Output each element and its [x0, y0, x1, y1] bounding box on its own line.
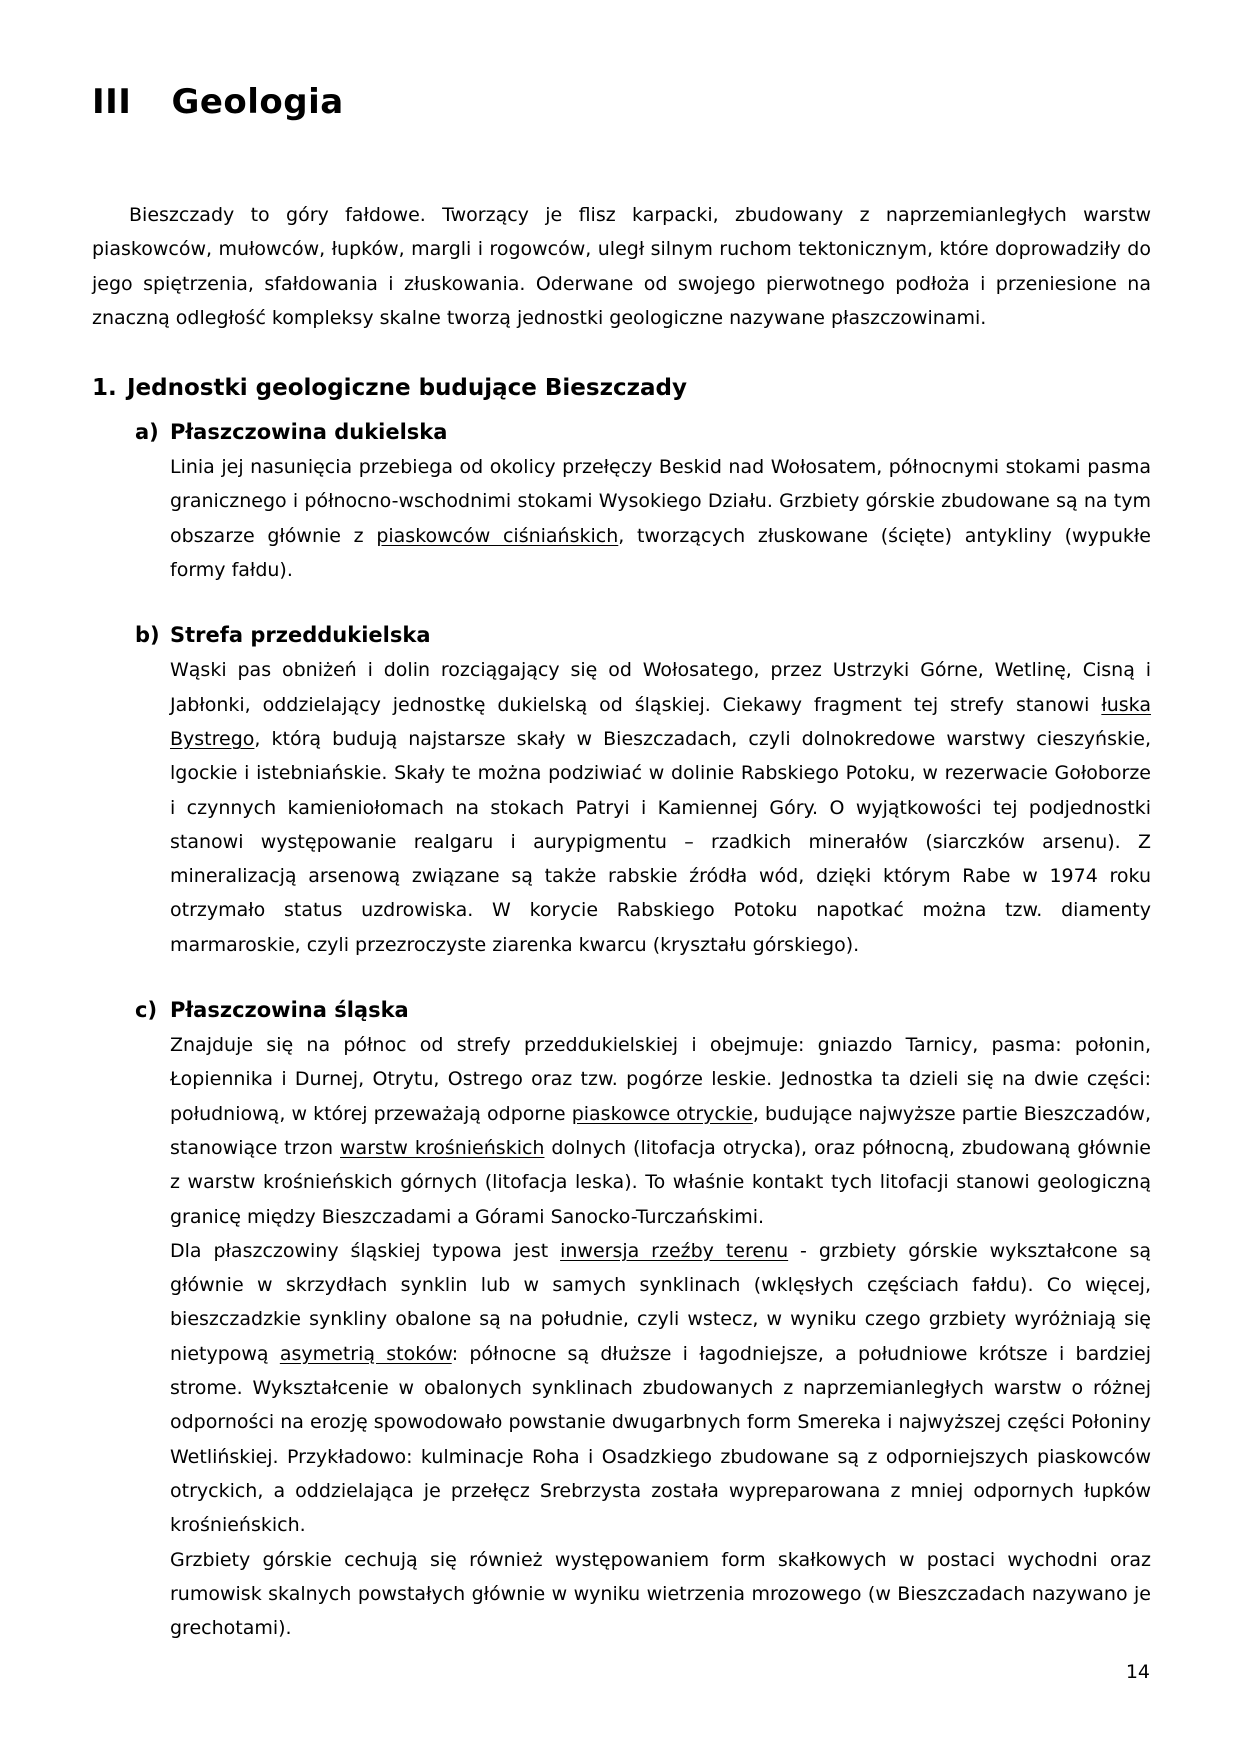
item-b-paragraph-1: Wąski pas obniżeń i dolin rozciągający się od Wołosatego, przez Ustrzyki Górne, Wetlinę, Cisną i Jabłonki, oddzielający jednostkę dukielską od śląskiej. Ciekawy fragment tej strefy stanowi łuska Bystrego, którą budują najstarsze skały w Bieszczadach, czyli dolnokredowe warstwy cieszyńskie, lgockie i istebniańskie. Skały te można podziwiać w dolinie Rabskiego Potoku, w rezerwacie Gołoborze i czynnych kamieniołomach na stokach Patryi i Kamiennej Góry. O wyjątkowości tej podjednostki stanowi występowanie realgaru i aurypigmentu – rzadkich minerałów (siarczków arsenu). Z mineralizacją arsenową związane są także rabskie źródła wód, dzięki którym Rabe w 1974 roku otrzymało status uzdrowiska. W korycie Rabskiego Potoku napotkać można tzw. diamenty marmaroskie, czyli przezroczyste ziarenka kwarcu (kryształu górskiego).: [170, 659, 1151, 956]
chapter-number: III: [92, 82, 132, 122]
list-item-a: [92, 417, 1151, 587]
item-a-marker: a): [135, 420, 159, 445]
chapter-title: Geologia: [171, 82, 344, 122]
item-c-paragraph-3: Grzbiety górskie cechują się również występowaniem form skałkowych w postaci wychodni oraz rumowisk skalnych powstałych głównie w wyniku wietrzenia mrozowego (w Bieszczadach nazywano je grechotami).: [170, 1548, 1151, 1640]
page-number: 14: [1125, 1661, 1150, 1683]
item-b-marker: b): [135, 623, 160, 648]
item-c-body: [170, 1028, 1151, 1645]
item-c-marker: c): [135, 998, 158, 1023]
item-c-paragraph-2: Dla płaszczowiny śląskiej typowa jest inwersja rzeźby terenu - grzbiety górskie wykształcone są głównie w skrzydłach synklin lub w samych synklinach (wklęsłych częściach fałdu). Co więcej, bieszczadzkie synkliny obalone są na południe, czyli wstecz, w wyniku czego grzbiety wyróżniają się nietypową asymetrią stoków: północne są dłuższe i łagodniejsze, a południowe krótsze i bardziej strome. Wykształcenie w obalonych synklinach zbudowanych z naprzemianległych warstw o różnej odporności na erozję spowodowało powstanie dwugarbnych form Smereka i najwyższej części Połoniny Wetlińskiej. Przykładowo: kulminacje Roha i Osadzkiego zbudowane są z odporniejszych piaskowców otryckich, a oddzielająca je przełęcz Srebrzysta została wypreparowana z mniej odpornych łupków krośnieńskich.: [170, 1239, 1151, 1537]
section-heading: [92, 373, 1151, 403]
item-b-body: [170, 653, 1151, 962]
page-title: [92, 80, 1151, 124]
item-c-title: Płaszczowina śląska: [170, 998, 409, 1023]
item-b-heading: [135, 620, 1151, 650]
list-item-c: [92, 995, 1151, 1645]
item-a-heading: [135, 417, 1151, 447]
section-heading-text: Jednostki geologiczne budujące Bieszczady: [127, 375, 687, 402]
item-b-title: Strefa przeddukielska: [170, 623, 431, 648]
section-number: 1.: [92, 375, 117, 402]
intro-paragraph: Bieszczady to góry fałdowe. Tworzący je flisz karpacki, zbudowany z naprzemianległych warstw piaskowców, mułowców, łupków, margli i rogowców, uległ silnym ruchom tektonicznym, które doprowadziły do jego spiętrzenia, sfałdowania i złuskowania. Oderwane od swojego pierwotnego podłoża i przeniesione na znaczną odległość kompleksy skalne tworzą jednostki geologiczne nazywane płaszczowinami.: [92, 204, 1151, 329]
item-c-paragraph-1: Znajduje się na północ od strefy przeddukielskiej i obejmuje: gniazdo Tarnicy, pasma: połonin, Łopiennika i Durnej, Otrytu, Ostrego oraz tzw. pogórze leskie. Jednostka ta dzieli się na dwie części: południową, w której przeważają odporne piaskowce otryckie, budujące najwyższe partie Bieszczadów, stanowiące trzon warstw krośnieńskich dolnych (litofacja otrycka), oraz północną, zbudowaną głównie z warstw krośnieńskich górnych (litofacja leska). To właśnie kontakt tych litofacji stanowi geologiczną granicę między Bieszczadami a Górami Sanocko-Turczańskimi.: [170, 1034, 1151, 1228]
list-item-b: [92, 620, 1151, 962]
item-c-heading: [135, 995, 1151, 1025]
item-a-paragraph-1: Linia jej nasunięcia przebiega od okolicy przełęczy Beskid nad Wołosatem, północnymi stokami pasma granicznego i północno-wschodnimi stokami Wysokiego Działu. Grzbiety górskie zbudowane są na tym obszarze głównie z piaskowców ciśniańskich, tworzących złuskowane (ścięte) antykliny (wypukłe formy fałdu).: [170, 456, 1151, 582]
item-a-body: [170, 450, 1151, 587]
item-a-title: Płaszczowina dukielska: [170, 420, 448, 445]
